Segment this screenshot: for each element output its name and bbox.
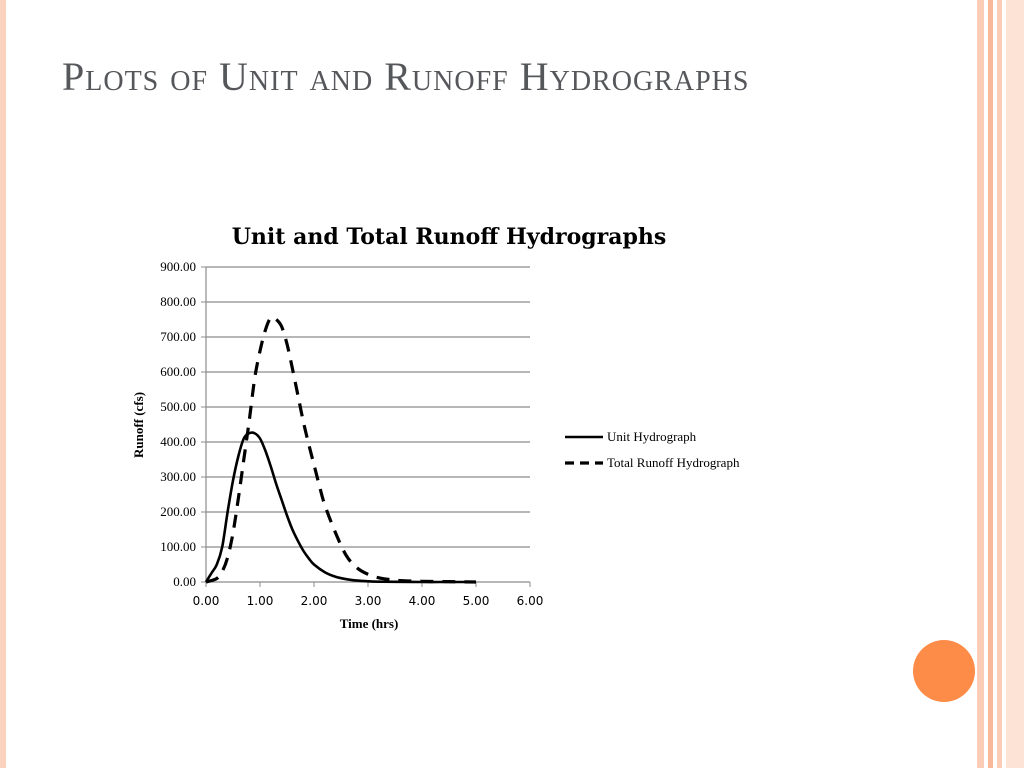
y-tick-label: 800.00 xyxy=(160,294,196,309)
series-line-total-runoff xyxy=(206,317,476,582)
axes xyxy=(206,267,530,582)
x-tick-label: 0.00 xyxy=(192,594,220,608)
slide-title: Plots of Unit and Runoff Hydrographs xyxy=(62,54,750,99)
series-lines xyxy=(206,317,476,582)
y-tick-label: 700.00 xyxy=(160,329,196,344)
y-tick-label: 900.00 xyxy=(160,259,196,274)
chart-legend xyxy=(565,429,740,470)
y-tick-label: 200.00 xyxy=(160,504,196,519)
x-tick-label: 6.00 xyxy=(516,594,544,608)
series-line-unit xyxy=(206,433,476,582)
y-tick-label: 100.00 xyxy=(160,539,196,554)
y-tick-label: 400.00 xyxy=(160,434,196,449)
x-tick-label: 2.00 xyxy=(300,594,328,608)
y-axis-ticks xyxy=(160,259,206,589)
y-axis-label: Runoff (cfs) xyxy=(131,391,146,459)
x-tick-label: 3.00 xyxy=(354,594,382,608)
grid-lines xyxy=(206,267,530,547)
x-axis-label: Time (hrs) xyxy=(339,616,399,631)
chart-title: Unit and Total Runoff Hydrographs xyxy=(231,224,667,250)
y-tick-label: 600.00 xyxy=(160,364,196,379)
x-tick-label: 5.00 xyxy=(462,594,490,608)
legend-label: Unit Hydrograph xyxy=(607,429,697,444)
legend-label: Total Runoff Hydrograph xyxy=(607,455,740,470)
x-tick-label: 1.00 xyxy=(246,594,274,608)
y-tick-label: 0.00 xyxy=(173,574,196,589)
y-tick-label: 500.00 xyxy=(160,399,196,414)
x-axis-ticks xyxy=(193,582,544,608)
x-tick-label: 4.00 xyxy=(408,594,436,608)
y-tick-label: 300.00 xyxy=(160,469,196,484)
